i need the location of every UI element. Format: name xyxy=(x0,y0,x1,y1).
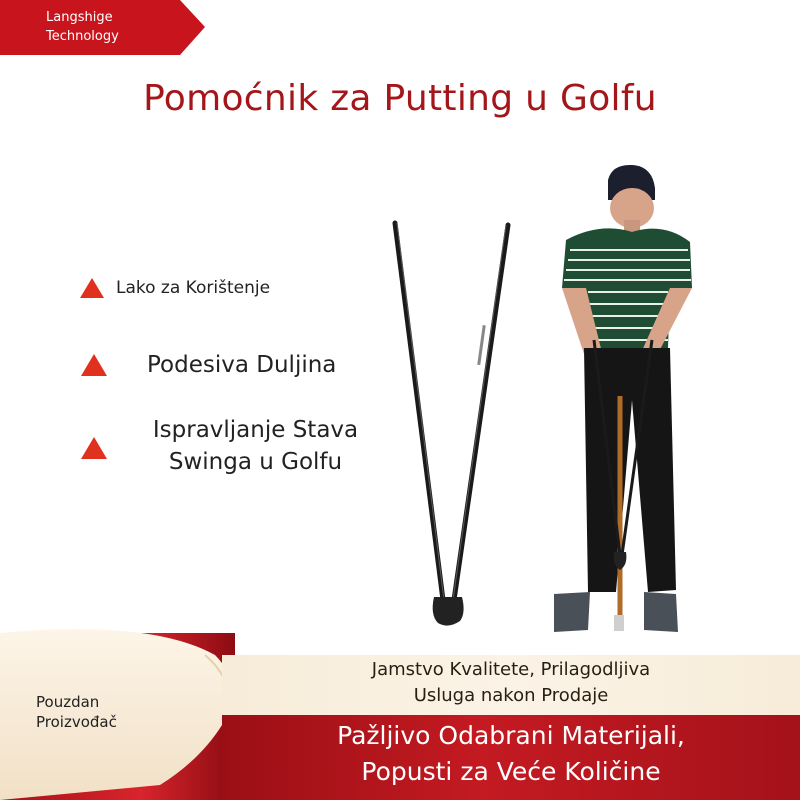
alignment-sticks-image xyxy=(380,215,520,630)
reliable-manufacturer-label xyxy=(36,692,117,732)
materials-line-1: Pažljivo Odabrani Materijali, xyxy=(337,721,685,750)
brand-ribbon xyxy=(0,0,205,55)
feature-easy-use xyxy=(80,278,270,298)
red-triangle-icon xyxy=(80,278,104,298)
golfer-image xyxy=(540,160,710,640)
materials-line-2: Popusti za Veće Količine xyxy=(361,757,661,786)
quality-line-2: Usluga nakon Prodaje xyxy=(413,685,609,706)
quality-guarantee-text xyxy=(222,657,800,709)
red-triangle-icon xyxy=(81,354,107,376)
maker-line-1: Pouzdan xyxy=(36,693,100,711)
brand-name xyxy=(46,8,119,46)
feature-label-line-2: Swinga u Golfu xyxy=(168,449,343,475)
feature-label: Podesiva Duljina xyxy=(147,352,337,378)
feature-label: Lako za Korištenje xyxy=(116,278,271,298)
maker-line-2: Proizvođač xyxy=(36,713,117,731)
feature-label-line-1: Ispravljanje Stava xyxy=(152,417,359,443)
quality-line-1: Jamstvo Kvalitete, Prilagodljiva xyxy=(371,659,651,680)
feature-stance-correction xyxy=(128,414,383,478)
materials-discount-text xyxy=(222,718,800,790)
brand-line-1: Langshige xyxy=(46,10,113,25)
feature-adjustable-length xyxy=(81,352,336,378)
brand-line-2: Technology xyxy=(46,29,119,44)
page-title: Pomoćnik za Putting u Golfu xyxy=(143,78,657,119)
red-triangle-icon xyxy=(81,437,107,459)
